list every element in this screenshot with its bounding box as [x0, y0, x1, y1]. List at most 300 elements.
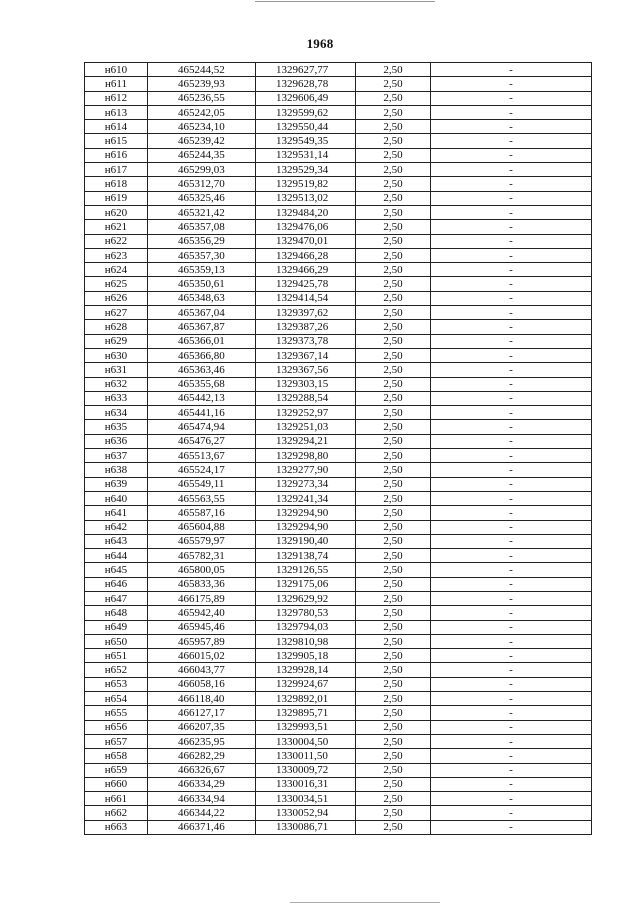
x-coordinate-cell: 465957,89 [148, 634, 256, 648]
note-cell: - [431, 692, 592, 706]
note-cell: - [431, 234, 592, 248]
note-cell: - [431, 291, 592, 305]
x-coordinate-cell: 465321,42 [148, 205, 256, 219]
accuracy-cell: 2,50 [356, 63, 431, 77]
x-coordinate-cell: 465359,13 [148, 263, 256, 277]
note-cell: - [431, 434, 592, 448]
note-cell: - [431, 520, 592, 534]
accuracy-cell: 2,50 [356, 234, 431, 248]
table-row [85, 163, 592, 177]
y-coordinate-cell: 1330004,50 [256, 734, 356, 748]
note-cell: - [431, 577, 592, 591]
point-number-cell: н658 [85, 749, 148, 763]
table-row [85, 120, 592, 134]
x-coordinate-cell: 465355,68 [148, 377, 256, 391]
accuracy-cell: 2,50 [356, 792, 431, 806]
point-number-cell: н610 [85, 63, 148, 77]
point-number-cell: н624 [85, 263, 148, 277]
table-row [85, 591, 592, 605]
accuracy-cell: 2,50 [356, 320, 431, 334]
point-number-cell: н622 [85, 234, 148, 248]
note-cell: - [431, 806, 592, 820]
point-number-cell: н645 [85, 563, 148, 577]
point-number-cell: н612 [85, 91, 148, 105]
y-coordinate-cell: 1330009,72 [256, 763, 356, 777]
point-number-cell: н662 [85, 806, 148, 820]
y-coordinate-cell: 1329895,71 [256, 706, 356, 720]
x-coordinate-cell: 465244,35 [148, 148, 256, 162]
table-row [85, 677, 592, 691]
y-coordinate-cell: 1329519,82 [256, 177, 356, 191]
table-row [85, 248, 592, 262]
point-number-cell: н642 [85, 520, 148, 534]
y-coordinate-cell: 1329414,54 [256, 291, 356, 305]
x-coordinate-cell: 465350,61 [148, 277, 256, 291]
accuracy-cell: 2,50 [356, 649, 431, 663]
accuracy-cell: 2,50 [356, 177, 431, 191]
table-row [85, 291, 592, 305]
y-coordinate-cell: 1329810,98 [256, 634, 356, 648]
x-coordinate-cell: 466344,22 [148, 806, 256, 820]
table-row [85, 534, 592, 548]
y-coordinate-cell: 1329531,14 [256, 148, 356, 162]
accuracy-cell: 2,50 [356, 205, 431, 219]
table-row [85, 191, 592, 205]
point-number-cell: н629 [85, 334, 148, 348]
table-row [85, 663, 592, 677]
point-number-cell: н651 [85, 649, 148, 663]
note-cell: - [431, 220, 592, 234]
accuracy-cell: 2,50 [356, 591, 431, 605]
table-row [85, 563, 592, 577]
point-number-cell: н630 [85, 348, 148, 362]
note-cell: - [431, 777, 592, 791]
y-coordinate-cell: 1329550,44 [256, 120, 356, 134]
accuracy-cell: 2,50 [356, 706, 431, 720]
note-cell: - [431, 148, 592, 162]
x-coordinate-cell: 465942,40 [148, 606, 256, 620]
y-coordinate-cell: 1329277,90 [256, 463, 356, 477]
table-row [85, 520, 592, 534]
y-coordinate-cell: 1329627,77 [256, 63, 356, 77]
x-coordinate-cell: 466127,17 [148, 706, 256, 720]
table-row [85, 91, 592, 105]
y-coordinate-cell: 1329273,34 [256, 477, 356, 491]
x-coordinate-cell: 465782,31 [148, 549, 256, 563]
accuracy-cell: 2,50 [356, 449, 431, 463]
y-coordinate-cell: 1329190,40 [256, 534, 356, 548]
x-coordinate-cell: 465579,97 [148, 534, 256, 548]
y-coordinate-cell: 1329484,20 [256, 205, 356, 219]
accuracy-cell: 2,50 [356, 577, 431, 591]
table-row [85, 491, 592, 505]
x-coordinate-cell: 465442,13 [148, 391, 256, 405]
table-row [85, 77, 592, 91]
table-row [85, 649, 592, 663]
point-number-cell: н654 [85, 692, 148, 706]
y-coordinate-cell: 1329241,34 [256, 491, 356, 505]
note-cell: - [431, 749, 592, 763]
table-row [85, 706, 592, 720]
note-cell: - [431, 463, 592, 477]
point-number-cell: н634 [85, 406, 148, 420]
y-coordinate-cell: 1329529,34 [256, 163, 356, 177]
note-cell: - [431, 663, 592, 677]
table-row [85, 820, 592, 834]
y-coordinate-cell: 1330034,51 [256, 792, 356, 806]
accuracy-cell: 2,50 [356, 334, 431, 348]
accuracy-cell: 2,50 [356, 677, 431, 691]
point-number-cell: н656 [85, 720, 148, 734]
accuracy-cell: 2,50 [356, 420, 431, 434]
note-cell: - [431, 720, 592, 734]
accuracy-cell: 2,50 [356, 663, 431, 677]
note-cell: - [431, 63, 592, 77]
x-coordinate-cell: 466043,77 [148, 663, 256, 677]
point-number-cell: н628 [85, 320, 148, 334]
note-cell: - [431, 606, 592, 620]
accuracy-cell: 2,50 [356, 91, 431, 105]
point-number-cell: н613 [85, 105, 148, 119]
point-number-cell: н641 [85, 506, 148, 520]
note-cell: - [431, 120, 592, 134]
y-coordinate-cell: 1329126,55 [256, 563, 356, 577]
accuracy-cell: 2,50 [356, 777, 431, 791]
table-row [85, 148, 592, 162]
coordinates-table-body [85, 63, 592, 835]
accuracy-cell: 2,50 [356, 506, 431, 520]
x-coordinate-cell: 465513,67 [148, 449, 256, 463]
point-number-cell: н614 [85, 120, 148, 134]
note-cell: - [431, 91, 592, 105]
note-cell: - [431, 163, 592, 177]
accuracy-cell: 2,50 [356, 692, 431, 706]
point-number-cell: н618 [85, 177, 148, 191]
table-row [85, 434, 592, 448]
note-cell: - [431, 634, 592, 648]
table-row [85, 134, 592, 148]
x-coordinate-cell: 465242,05 [148, 105, 256, 119]
x-coordinate-cell: 465476,27 [148, 434, 256, 448]
accuracy-cell: 2,50 [356, 749, 431, 763]
x-coordinate-cell: 466371,46 [148, 820, 256, 834]
point-number-cell: н644 [85, 549, 148, 563]
accuracy-cell: 2,50 [356, 434, 431, 448]
point-number-cell: н627 [85, 306, 148, 320]
point-number-cell: н633 [85, 391, 148, 405]
y-coordinate-cell: 1329298,80 [256, 449, 356, 463]
note-cell: - [431, 591, 592, 605]
y-coordinate-cell: 1329294,90 [256, 506, 356, 520]
accuracy-cell: 2,50 [356, 134, 431, 148]
point-number-cell: н655 [85, 706, 148, 720]
table-row [85, 506, 592, 520]
note-cell: - [431, 105, 592, 119]
point-number-cell: н637 [85, 449, 148, 463]
table-row [85, 777, 592, 791]
point-number-cell: н620 [85, 205, 148, 219]
y-coordinate-cell: 1329367,56 [256, 363, 356, 377]
x-coordinate-cell: 465366,01 [148, 334, 256, 348]
accuracy-cell: 2,50 [356, 720, 431, 734]
y-coordinate-cell: 1329993,51 [256, 720, 356, 734]
y-coordinate-cell: 1329606,49 [256, 91, 356, 105]
note-cell: - [431, 649, 592, 663]
accuracy-cell: 2,50 [356, 520, 431, 534]
point-number-cell: н636 [85, 434, 148, 448]
x-coordinate-cell: 465239,93 [148, 77, 256, 91]
accuracy-cell: 2,50 [356, 220, 431, 234]
y-coordinate-cell: 1329294,90 [256, 520, 356, 534]
table-row [85, 620, 592, 634]
table-row [85, 334, 592, 348]
x-coordinate-cell: 465563,55 [148, 491, 256, 505]
note-cell: - [431, 205, 592, 219]
table-row [85, 348, 592, 362]
accuracy-cell: 2,50 [356, 120, 431, 134]
point-number-cell: н626 [85, 291, 148, 305]
y-coordinate-cell: 1330016,31 [256, 777, 356, 791]
y-coordinate-cell: 1330052,94 [256, 806, 356, 820]
y-coordinate-cell: 1329252,97 [256, 406, 356, 420]
note-cell: - [431, 449, 592, 463]
point-number-cell: н623 [85, 248, 148, 262]
top-rule [255, 1, 435, 2]
table-row [85, 463, 592, 477]
y-coordinate-cell: 1329629,92 [256, 591, 356, 605]
y-coordinate-cell: 1329397,62 [256, 306, 356, 320]
x-coordinate-cell: 466058,16 [148, 677, 256, 691]
note-cell: - [431, 248, 592, 262]
x-coordinate-cell: 465587,16 [148, 506, 256, 520]
table-row [85, 692, 592, 706]
point-number-cell: н639 [85, 477, 148, 491]
y-coordinate-cell: 1329367,14 [256, 348, 356, 362]
note-cell: - [431, 177, 592, 191]
note-cell: - [431, 706, 592, 720]
accuracy-cell: 2,50 [356, 248, 431, 262]
point-number-cell: н659 [85, 763, 148, 777]
x-coordinate-cell: 465549,11 [148, 477, 256, 491]
y-coordinate-cell: 1329476,06 [256, 220, 356, 234]
note-cell: - [431, 563, 592, 577]
x-coordinate-cell: 466235,95 [148, 734, 256, 748]
accuracy-cell: 2,50 [356, 191, 431, 205]
y-coordinate-cell: 1330086,71 [256, 820, 356, 834]
y-coordinate-cell: 1329387,26 [256, 320, 356, 334]
accuracy-cell: 2,50 [356, 620, 431, 634]
x-coordinate-cell: 465357,08 [148, 220, 256, 234]
table-row [85, 477, 592, 491]
note-cell: - [431, 377, 592, 391]
x-coordinate-cell: 465234,10 [148, 120, 256, 134]
note-cell: - [431, 406, 592, 420]
note-cell: - [431, 320, 592, 334]
table-row [85, 306, 592, 320]
x-coordinate-cell: 466326,67 [148, 763, 256, 777]
point-number-cell: н617 [85, 163, 148, 177]
table-row [85, 720, 592, 734]
y-coordinate-cell: 1329303,15 [256, 377, 356, 391]
x-coordinate-cell: 466175,89 [148, 591, 256, 605]
note-cell: - [431, 491, 592, 505]
note-cell: - [431, 334, 592, 348]
table-row [85, 449, 592, 463]
accuracy-cell: 2,50 [356, 549, 431, 563]
accuracy-cell: 2,50 [356, 306, 431, 320]
note-cell: - [431, 620, 592, 634]
x-coordinate-cell: 465244,52 [148, 63, 256, 77]
x-coordinate-cell: 465474,94 [148, 420, 256, 434]
x-coordinate-cell: 466282,29 [148, 749, 256, 763]
accuracy-cell: 2,50 [356, 563, 431, 577]
y-coordinate-cell: 1329549,35 [256, 134, 356, 148]
point-number-cell: н647 [85, 591, 148, 605]
accuracy-cell: 2,50 [356, 806, 431, 820]
x-coordinate-cell: 465356,29 [148, 234, 256, 248]
x-coordinate-cell: 465366,80 [148, 348, 256, 362]
x-coordinate-cell: 465357,30 [148, 248, 256, 262]
accuracy-cell: 2,50 [356, 734, 431, 748]
note-cell: - [431, 277, 592, 291]
note-cell: - [431, 391, 592, 405]
accuracy-cell: 2,50 [356, 291, 431, 305]
table-row [85, 177, 592, 191]
accuracy-cell: 2,50 [356, 348, 431, 362]
x-coordinate-cell: 466334,29 [148, 777, 256, 791]
x-coordinate-cell: 465239,42 [148, 134, 256, 148]
note-cell: - [431, 134, 592, 148]
note-cell: - [431, 734, 592, 748]
note-cell: - [431, 420, 592, 434]
note-cell: - [431, 363, 592, 377]
table-row [85, 63, 592, 77]
point-number-cell: н625 [85, 277, 148, 291]
table-row [85, 391, 592, 405]
x-coordinate-cell: 466334,94 [148, 792, 256, 806]
y-coordinate-cell: 1329425,78 [256, 277, 356, 291]
x-coordinate-cell: 466015,02 [148, 649, 256, 663]
y-coordinate-cell: 1329251,03 [256, 420, 356, 434]
x-coordinate-cell: 465363,46 [148, 363, 256, 377]
x-coordinate-cell: 465348,63 [148, 291, 256, 305]
coordinates-table [84, 62, 592, 835]
accuracy-cell: 2,50 [356, 491, 431, 505]
table-row [85, 806, 592, 820]
y-coordinate-cell: 1329794,03 [256, 620, 356, 634]
y-coordinate-cell: 1329294,21 [256, 434, 356, 448]
x-coordinate-cell: 465441,16 [148, 406, 256, 420]
table-row [85, 363, 592, 377]
point-number-cell: н646 [85, 577, 148, 591]
y-coordinate-cell: 1329892,01 [256, 692, 356, 706]
y-coordinate-cell: 1329905,18 [256, 649, 356, 663]
point-number-cell: н650 [85, 634, 148, 648]
x-coordinate-cell: 465367,87 [148, 320, 256, 334]
table-row [85, 763, 592, 777]
accuracy-cell: 2,50 [356, 163, 431, 177]
note-cell: - [431, 792, 592, 806]
y-coordinate-cell: 1329466,28 [256, 248, 356, 262]
x-coordinate-cell: 465325,46 [148, 191, 256, 205]
accuracy-cell: 2,50 [356, 363, 431, 377]
accuracy-cell: 2,50 [356, 534, 431, 548]
accuracy-cell: 2,50 [356, 406, 431, 420]
x-coordinate-cell: 465367,04 [148, 306, 256, 320]
table-row [85, 634, 592, 648]
x-coordinate-cell: 465299,03 [148, 163, 256, 177]
accuracy-cell: 2,50 [356, 477, 431, 491]
point-number-cell: н663 [85, 820, 148, 834]
accuracy-cell: 2,50 [356, 105, 431, 119]
bottom-rule [290, 902, 440, 903]
point-number-cell: н649 [85, 620, 148, 634]
note-cell: - [431, 506, 592, 520]
y-coordinate-cell: 1329466,29 [256, 263, 356, 277]
note-cell: - [431, 477, 592, 491]
y-coordinate-cell: 1329373,78 [256, 334, 356, 348]
point-number-cell: н631 [85, 363, 148, 377]
accuracy-cell: 2,50 [356, 763, 431, 777]
note-cell: - [431, 549, 592, 563]
x-coordinate-cell: 465800,05 [148, 563, 256, 577]
note-cell: - [431, 191, 592, 205]
accuracy-cell: 2,50 [356, 463, 431, 477]
note-cell: - [431, 763, 592, 777]
table-row [85, 606, 592, 620]
y-coordinate-cell: 1329288,54 [256, 391, 356, 405]
note-cell: - [431, 534, 592, 548]
y-coordinate-cell: 1329470,01 [256, 234, 356, 248]
accuracy-cell: 2,50 [356, 148, 431, 162]
accuracy-cell: 2,50 [356, 820, 431, 834]
point-number-cell: н640 [85, 491, 148, 505]
point-number-cell: н616 [85, 148, 148, 162]
table-row [85, 406, 592, 420]
y-coordinate-cell: 1329599,62 [256, 105, 356, 119]
accuracy-cell: 2,50 [356, 277, 431, 291]
y-coordinate-cell: 1329138,74 [256, 549, 356, 563]
point-number-cell: н615 [85, 134, 148, 148]
y-coordinate-cell: 1330011,50 [256, 749, 356, 763]
y-coordinate-cell: 1329628,78 [256, 77, 356, 91]
point-number-cell: н657 [85, 734, 148, 748]
point-number-cell: н619 [85, 191, 148, 205]
note-cell: - [431, 77, 592, 91]
x-coordinate-cell: 465833,36 [148, 577, 256, 591]
point-number-cell: н648 [85, 606, 148, 620]
y-coordinate-cell: 1329175,06 [256, 577, 356, 591]
x-coordinate-cell: 466118,40 [148, 692, 256, 706]
table-row [85, 792, 592, 806]
point-number-cell: н643 [85, 534, 148, 548]
point-number-cell: н635 [85, 420, 148, 434]
accuracy-cell: 2,50 [356, 77, 431, 91]
note-cell: - [431, 263, 592, 277]
point-number-cell: н621 [85, 220, 148, 234]
table-row [85, 749, 592, 763]
table-row [85, 105, 592, 119]
point-number-cell: н611 [85, 77, 148, 91]
note-cell: - [431, 348, 592, 362]
table-row [85, 734, 592, 748]
point-number-cell: н661 [85, 792, 148, 806]
y-coordinate-cell: 1329924,67 [256, 677, 356, 691]
table-row [85, 577, 592, 591]
accuracy-cell: 2,50 [356, 377, 431, 391]
x-coordinate-cell: 465312,70 [148, 177, 256, 191]
y-coordinate-cell: 1329780,53 [256, 606, 356, 620]
